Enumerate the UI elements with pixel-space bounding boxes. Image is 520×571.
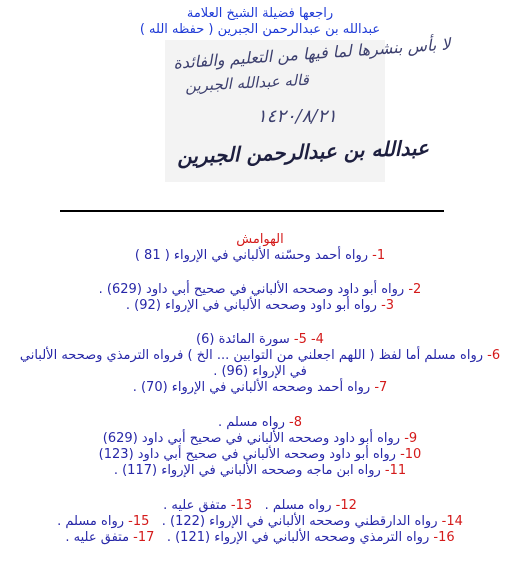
footnote-number: 3 [385,298,395,313]
footnote-number: 13 [235,498,253,513]
footnote-text: سورة المائدة (6) [196,332,290,347]
footnote-text: متفق عليه . [163,498,227,513]
footnote-number: 12 [340,498,357,513]
footnote-number: 4- 5 [298,332,324,347]
footnote-number: 15 [132,514,150,529]
footnote-text: رواه الدارقطني وصححه الألباني في الإرواء (122) . [161,514,438,529]
footnote-number: 10 [404,447,422,462]
footnote-12-13: 12- رواه مسلم . 13- متفق عليه . [163,498,357,513]
footnote-number: 14 [446,514,463,529]
footnotes-title: الهوامش [236,232,284,247]
footnote-text: رواه ابن ماجه وصححه الألباني في الإرواء (117) . [113,463,381,478]
footnote-text: رواه أحمد وحسّنه الألباني في الإرواء ( 81 ) [134,248,369,263]
footnote-10: 10- رواه أبو داود وصححه الألباني في صحيح أبي داود (123) [98,447,422,462]
footnote-number: 6 [491,348,501,363]
footnote-number: 2 [413,282,422,297]
footnote-11: 11- رواه ابن ماجه وصححه الألباني في الإرواء (117) . [113,463,407,478]
footnote-text: رواه الترمذي وصححه الألباني في الإرواء (121) . [166,530,430,545]
signature-approval-text: لا بأس بنشرها لما فيها من التعليم والفائدة [172,34,451,73]
footnote-16-17: 16- رواه الترمذي وصححه الألباني في الإرواء (121) . 17- متفق عليه . [65,530,455,545]
footnote-text: رواه أحمد وصححه الألباني في الإرواء (70) . [132,380,371,395]
signature-date: ١٤٢٠/٨/٢١ [257,106,337,127]
footnote-text: رواه أبو داود وصححه الألباني في صحيح أبي داود (629) . [98,282,405,297]
footnote-number: 1 [376,248,386,263]
signature-said-by: قاله عبدالله الجبرين [184,70,310,96]
divider [60,210,444,212]
footnote-14-15: 14- رواه الدارقطني وصححه الألباني في الإرواء (122) . 15- رواه مسلم . [57,514,463,529]
footnote-text: رواه أبو داود وصححه الألباني في الإرواء (92) . [125,298,377,313]
footnote-number: 11 [389,463,407,478]
signature-name: عبدالله بن عبدالرحمن الجبرين [176,135,430,169]
footnote-text: رواه مسلم أما لفظ ( اللهم اجعلني من التوابين ... الخ ) فرواه الترمذي وصححه الألباني [19,348,484,363]
approval-line-2: عبدالله بن عبدالرحمن الجبرين ( حفظه الله ) [139,22,381,37]
footnote-number: 8 [293,415,302,430]
footnote-4-5: 4- 5- سورة المائدة (6) [196,332,324,347]
footnote-text: في الإرواء (96) . [213,364,307,379]
footnote-8: 8- رواه مسلم . [217,415,302,430]
approval-line-1: راجعها فضيلة الشيخ العلامة [186,6,334,21]
footnote-7: 7- رواه أحمد وصححه الألباني في الإرواء (70) . [132,380,388,395]
footnote-text: رواه مسلم . [57,514,125,529]
footnote-text: رواه مسلم . [264,498,332,513]
footnote-text: رواه مسلم . [217,415,285,430]
footnote-text: رواه أبو داود وصححه الألباني في صحيح أبي داود (123) [98,447,396,462]
footnote-9: 9- رواه أبو داود وصححه الألباني في صحيح أبي داود (629) [102,431,418,446]
footnote-number: 7 [379,380,388,395]
footnote-number: 17 [137,530,155,545]
footnote-3: 3- رواه أبو داود وصححه الألباني في الإرواء (92) . [125,298,395,313]
footnote-number: 9 [408,431,418,446]
footnote-2: 2- رواه أبو داود وصححه الألباني في صحيح أبي داود (629) . [98,282,422,297]
handwritten-signature-image [165,34,451,182]
footnote-text: متفق عليه . [65,530,130,545]
footnote-6: 6- رواه مسلم أما لفظ ( اللهم اجعلني من التوابين ... الخ ) فرواه الترمذي وصححه الألباني [19,348,501,363]
footnote-6-continued [0,364,520,379]
footnote-text: رواه أبو داود وصححه الألباني في صحيح أبي داود (629) [102,431,401,446]
footnote-1: 1- رواه أحمد وحسّنه الألباني في الإرواء ( 81 ) [134,248,386,263]
footnote-number: 16 [438,530,455,545]
